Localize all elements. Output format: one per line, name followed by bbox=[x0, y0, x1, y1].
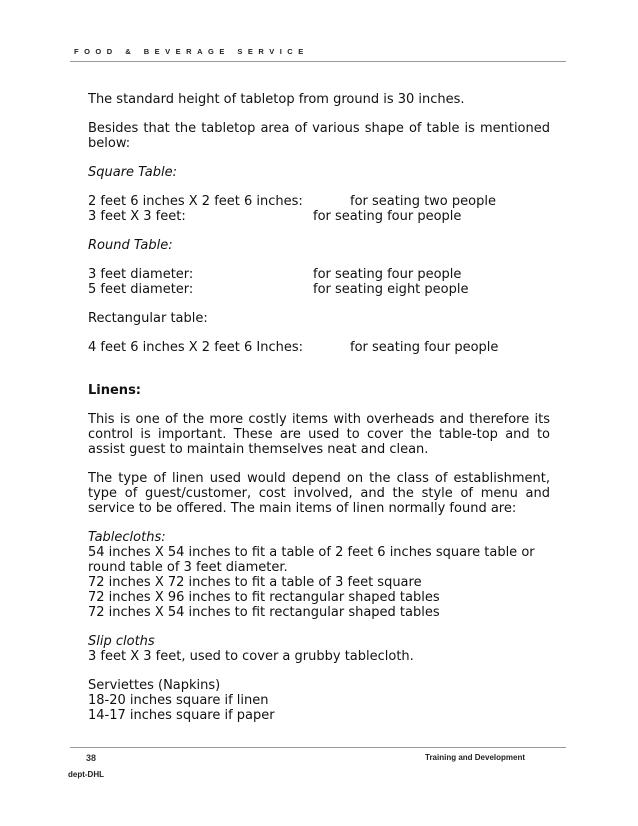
list-item: 72 inches X 72 inches to fit a table of 3 feet square bbox=[88, 575, 422, 590]
table-size: 2 feet 6 inches X 2 feet 6 inches: bbox=[88, 194, 303, 209]
seating-capacity: for seating two people bbox=[350, 194, 496, 209]
serviettes-heading: Serviettes (Napkins) bbox=[88, 678, 221, 693]
list-item: 3 feet X 3 feet, used to cover a grubby tablecloth. bbox=[88, 649, 414, 664]
linens-paragraph: The type of linen used would depend on the class of establishment, type of guest/customer, cost involved, and the style of menu and service to be offered. The main items of linen normally found are: bbox=[88, 471, 550, 516]
table-size: 4 feet 6 inches X 2 feet 6 Inches: bbox=[88, 340, 304, 355]
footer-label: dept-DHL bbox=[68, 770, 104, 779]
list-item bbox=[88, 282, 550, 297]
rectangular-table-heading: Rectangular table: bbox=[88, 311, 208, 326]
table-size: 3 feet diameter: bbox=[88, 267, 194, 282]
square-table-list bbox=[88, 194, 550, 224]
list-item: 72 inches X 54 inches to fit rectangular shaped tables bbox=[88, 605, 440, 620]
footer-rule bbox=[70, 747, 566, 748]
round-table-list bbox=[88, 267, 550, 297]
seating-capacity: for seating four people bbox=[313, 209, 462, 224]
list-item bbox=[88, 340, 550, 355]
header-rule bbox=[70, 61, 566, 62]
footer-department: Training and Development bbox=[425, 753, 526, 762]
list-item: 72 inches X 96 inches to fit rectangular shaped tables bbox=[88, 590, 440, 605]
tablecloths-heading: Tablecloths: bbox=[88, 530, 166, 545]
list-item: 14-17 inches square if paper bbox=[88, 708, 275, 723]
table-size: 5 feet diameter: bbox=[88, 282, 194, 297]
rectangular-table-list bbox=[88, 340, 550, 355]
table-size: 3 feet X 3 feet: bbox=[88, 209, 186, 224]
seating-capacity: for seating eight people bbox=[313, 282, 469, 297]
seating-capacity: for seating four people bbox=[350, 340, 499, 355]
list-item bbox=[88, 267, 550, 282]
running-header: FOOD & BEVERAGE SERVICE bbox=[74, 47, 309, 56]
linens-heading: Linens: bbox=[88, 383, 142, 398]
slip-cloths-heading: Slip cloths bbox=[88, 634, 155, 649]
list-item: 54 inches X 54 inches to fit a table of 2 feet 6 inches square table or round table of 3 feet diameter. bbox=[88, 545, 535, 575]
linens-paragraph: This is one of the more costly items with overheads and therefore its control is important. These are used to cover the table-top and to assist guest to maintain themselves neat and clean. bbox=[88, 412, 550, 457]
page-body bbox=[88, 92, 550, 723]
list-item bbox=[88, 209, 550, 224]
square-table-heading: Square Table: bbox=[88, 165, 177, 180]
seating-capacity: for seating four people bbox=[313, 267, 462, 282]
page-number: 38 bbox=[86, 753, 97, 763]
besides-paragraph: Besides that the tabletop area of various shape of table is mentioned below: bbox=[88, 121, 550, 151]
intro-paragraph: The standard height of tabletop from ground is 30 inches. bbox=[88, 92, 465, 107]
list-item bbox=[88, 194, 550, 209]
round-table-heading: Round Table: bbox=[88, 238, 173, 253]
list-item: 18-20 inches square if linen bbox=[88, 693, 269, 708]
